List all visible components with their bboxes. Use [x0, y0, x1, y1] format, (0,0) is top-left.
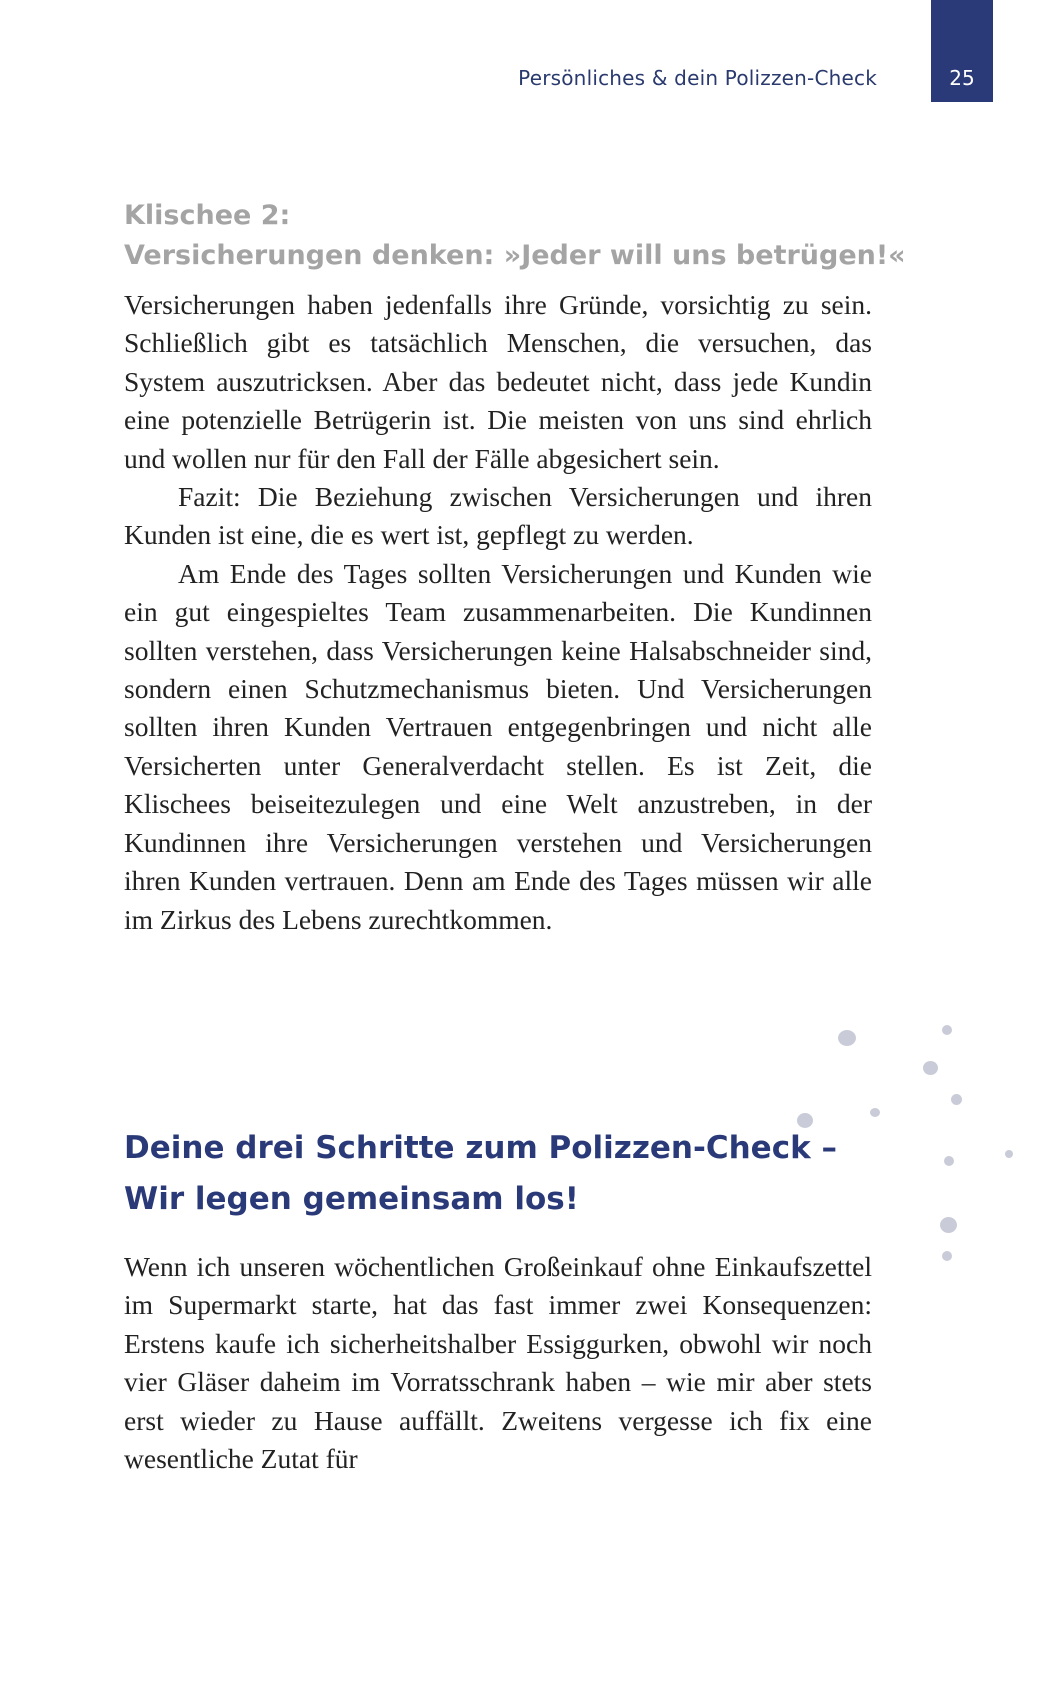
- decorative-dot: [923, 1061, 938, 1075]
- section-heading: [124, 1123, 872, 1225]
- cliche-title: Versicherungen denken: »Jeder will uns betrügen!«: [124, 240, 906, 271]
- body-text-block-2: [124, 1248, 872, 1478]
- paragraph: Am Ende des Tages sollten Versicherungen und Kunden wie ein gut eingespieltes Team zusammenarbeiten. Die Kundinnen sollten verstehen, dass Versicherungen keine Halsabschneider sind, sondern einen Schutzmechanismus bieten. Und Versicherungen sollten ihren Kunden Vertrauen entgegenbringen und nicht alle Versicherten unter Generalverdacht stellen. Es ist Zeit, die Klischees beiseitezulegen und eine Welt anzustreben, in der Kundinnen ihre Versicherungen verstehen und Versicherungen ihren Kunden vertrauen. Denn am Ende des Tages müssen wir alle im Zirkus des Lebens zurechtkommen.: [124, 557, 872, 935]
- decorative-dot: [1005, 1150, 1013, 1158]
- section-heading-line-1: Deine drei Schritte zum Polizzen-Check –: [124, 1130, 837, 1166]
- body-text-block-1: [124, 286, 872, 939]
- decorative-dot: [942, 1251, 952, 1261]
- decorative-dot: [870, 1108, 880, 1117]
- cliche-label: Klischee 2:: [124, 200, 291, 231]
- decorative-dot: [951, 1094, 962, 1105]
- cliche-heading: [124, 196, 906, 276]
- section-heading-line-2: Wir legen gemeinsam los!: [124, 1181, 579, 1217]
- running-header: Persönliches & dein Polizzen-Check: [518, 66, 877, 90]
- paragraph: Versicherungen haben jedenfalls ihre Gründe, vorsichtig zu sein. Schließlich gibt es tatsächlich Menschen, die versuchen, das System auszutricksen. Aber das bedeutet nicht, dass jede Kundin eine potenzielle Betrügerin ist. Die meisten von uns sind ehrlich und wollen nur für den Fall der Fälle abgesichert sein.: [124, 289, 872, 474]
- page-number: 25: [949, 66, 975, 90]
- decorative-dot: [944, 1156, 954, 1166]
- decorative-dot: [838, 1030, 856, 1046]
- paragraph: Wenn ich unseren wöchentlichen Großeinkauf ohne Einkaufszettel im Supermarkt starte, hat das fast immer zwei Konsequenzen: Erstens kaufe ich sicherheitshalber Essiggurken, obwohl wir noch vier Gläser daheim im Vorratsschrank haben – wie mir aber stets erst wieder zu Hause auffällt. Zweitens vergesse ich fix eine wesentliche Zutat für: [124, 1251, 872, 1475]
- decorative-dot: [940, 1217, 957, 1233]
- decorative-dot: [942, 1025, 952, 1035]
- paragraph-conclusion: Fazit: Die Beziehung zwischen Versicherungen und ihren Kunden ist eine, die es wert ist, gepflegt zu werden.: [124, 481, 872, 551]
- page-number-tab: [931, 0, 993, 102]
